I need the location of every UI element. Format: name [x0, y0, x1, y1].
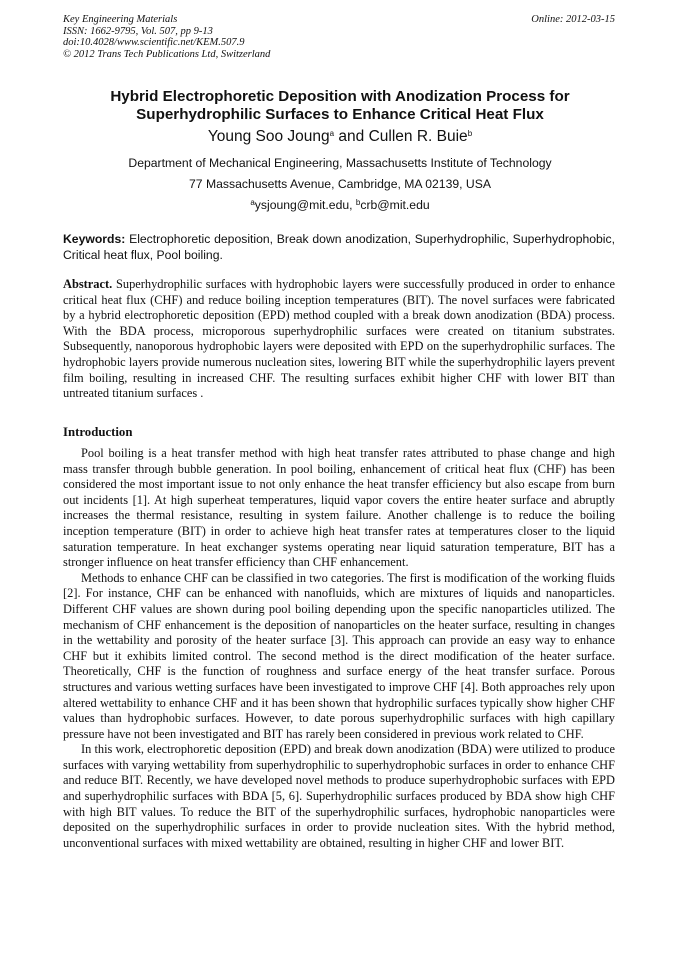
- author-1: Young Soo Joung: [207, 128, 330, 145]
- issn-line: ISSN: 1662-9795, Vol. 507, pp 9-13: [63, 25, 213, 37]
- affiliation-address: 77 Massachusetts Avenue, Cambridge, MA 02139, USA: [189, 177, 491, 191]
- journal-header: [63, 14, 615, 60]
- author-1-superscript: a: [329, 129, 335, 138]
- author-2-superscript: b: [467, 129, 473, 138]
- abstract-block: [63, 277, 615, 402]
- author-and: and Cullen R. Buie: [334, 128, 468, 145]
- email-a-superscript: a: [250, 198, 255, 207]
- title-line-1: Hybrid Electrophoretic Deposition with Anodization Process for: [110, 88, 570, 105]
- keywords-block: [63, 232, 615, 263]
- intro-paragraph-2: Methods to enhance CHF can be classified in two categories. The first is modification of the working fluids [2]. For instance, CHF can be enhanced with nanofluids, which are mixtures of liquids and nanoparticles. Different CHF values are shown during pool boiling depending upon the specific nanoparticles utilized. The mechanism of CHF enhancement is the deposition of nanoparticles on the heater surface, resulting in changes in the wettability and porosity of the heater surface [3]. This approach can provide an easy way to enhance CHF but it exhibits limited control. The second method is the direct modification of the heater surface. Theoretically, CHF is the function of roughness and surface energy of the heat transfer surface. Porous structures and various wetting surfaces have been investigated to improve CHF [4]. Both approaches rely upon altered wettability to enhance CHF and it has been shown that hydrophilic surfaces typically show higher CHF values than hydrophobic surfaces. However, to date porous superhydrophilic surfaces with high capillary pressure have not been investigated and BIT has rarely been considered in previous work related to CHF.: [63, 570, 615, 741]
- affiliation-department: Department of Mechanical Engineering, Massachusetts Institute of Technology: [128, 156, 552, 170]
- abstract-text: Superhydrophilic surfaces with hydrophobic layers were successfully produced in order to enhance critical heat flux (CHF) and reduce boiling inception temperatures (BIT). The novel surfaces were fabricated by a hybrid electrophoretic deposition (EPD) method coupled with a break down anodization (BDA) process. With the BDA process, microporous superhydrophilic surfaces were created on titanium substrates. Subsequently, nanoporous hydrophobic layers were deposited with EPD on the superhydrophilic surfaces. The hydrophobic layers provide numerous nucleation sites, lowering BIT while the superhydrophilic layers prevent film boiling, resulting in increased CHF. The resulting surfaces exhibit higher CHF with lower BIT than untreated titanium surfaces .: [63, 277, 615, 401]
- keywords-text: Electrophoretic deposition, Break down anodization, Superhydrophilic, Superhydrophobic, Critical heat flux, Pool boiling.: [63, 232, 615, 262]
- section-heading-introduction: Introduction: [63, 425, 133, 439]
- email-b: crb@mit.edu: [360, 198, 430, 212]
- email-a: ysjoung@mit.edu,: [254, 198, 356, 212]
- email-b-superscript: b: [355, 198, 361, 207]
- intro-paragraph-3: In this work, electrophoretic deposition (EPD) and break down anodization (BDA) were utilized to produce surfaces with varying wettability from superhydrophilic to superhydrophobic surfaces in order to enhance CHF and reduce BIT. Recently, we have developed novel methods to produce superhydrophobic surfaces with EPD and superhydrophilic surfaces with BDA [5, 6]. Superhydrophilic surfaces produced by BDA show high CHF with high BIT values. To reduce the BIT of the superhydrophilic surfaces, hydrophobic nanoparticles were deposited on the superhydrophilic surfaces in order to provide nucleation sites. With the hybrid method, unconventional surfaces with mixed wettability are obtained, resulting in higher CHF and lower BIT.: [63, 742, 615, 850]
- online-date: Online: 2012-03-15: [531, 14, 615, 25]
- keywords-label: Keywords:: [63, 232, 126, 246]
- author-line: [60, 127, 620, 147]
- abstract-paragraph: [63, 277, 615, 402]
- copyright-line: © 2012 Trans Tech Publications Ltd, Switzerland: [63, 48, 271, 60]
- intro-paragraph-1: Pool boiling is a heat transfer method with high heat transfer rates attributed to phase change and high mass transfer through bubble generation. In pool boiling, enhancement of critical heat flux (CHF) has been considered the most important issue to not only enhance the heat transfer efficiency but also escape from burn out incidents [1]. At high superheat temperatures, liquid vapor covers the entire heater surface and abruptly increases the thermal resistance, resulting in system failure. Another challenge is to reduce the boiling inception temperature (BIT) in order to achieve high heat transfer rates at temperatures closer to the liquid saturation temperature. In heat exchanger systems operating near liquid saturation temperature, BIT has a stronger influence on heat transfer efficiency than CHF enhancement.: [63, 446, 615, 570]
- abstract-label: Abstract.: [63, 277, 113, 291]
- title-line-2: Superhydrophilic Surfaces to Enhance Critical Heat Flux: [136, 106, 544, 123]
- introduction-body: [63, 446, 615, 851]
- author-emails: [60, 198, 620, 213]
- doi-line: doi:10.4028/www.scientific.net/KEM.507.9: [63, 37, 245, 48]
- journal-name: Key Engineering Materials: [63, 14, 178, 25]
- paper-title: [60, 88, 620, 124]
